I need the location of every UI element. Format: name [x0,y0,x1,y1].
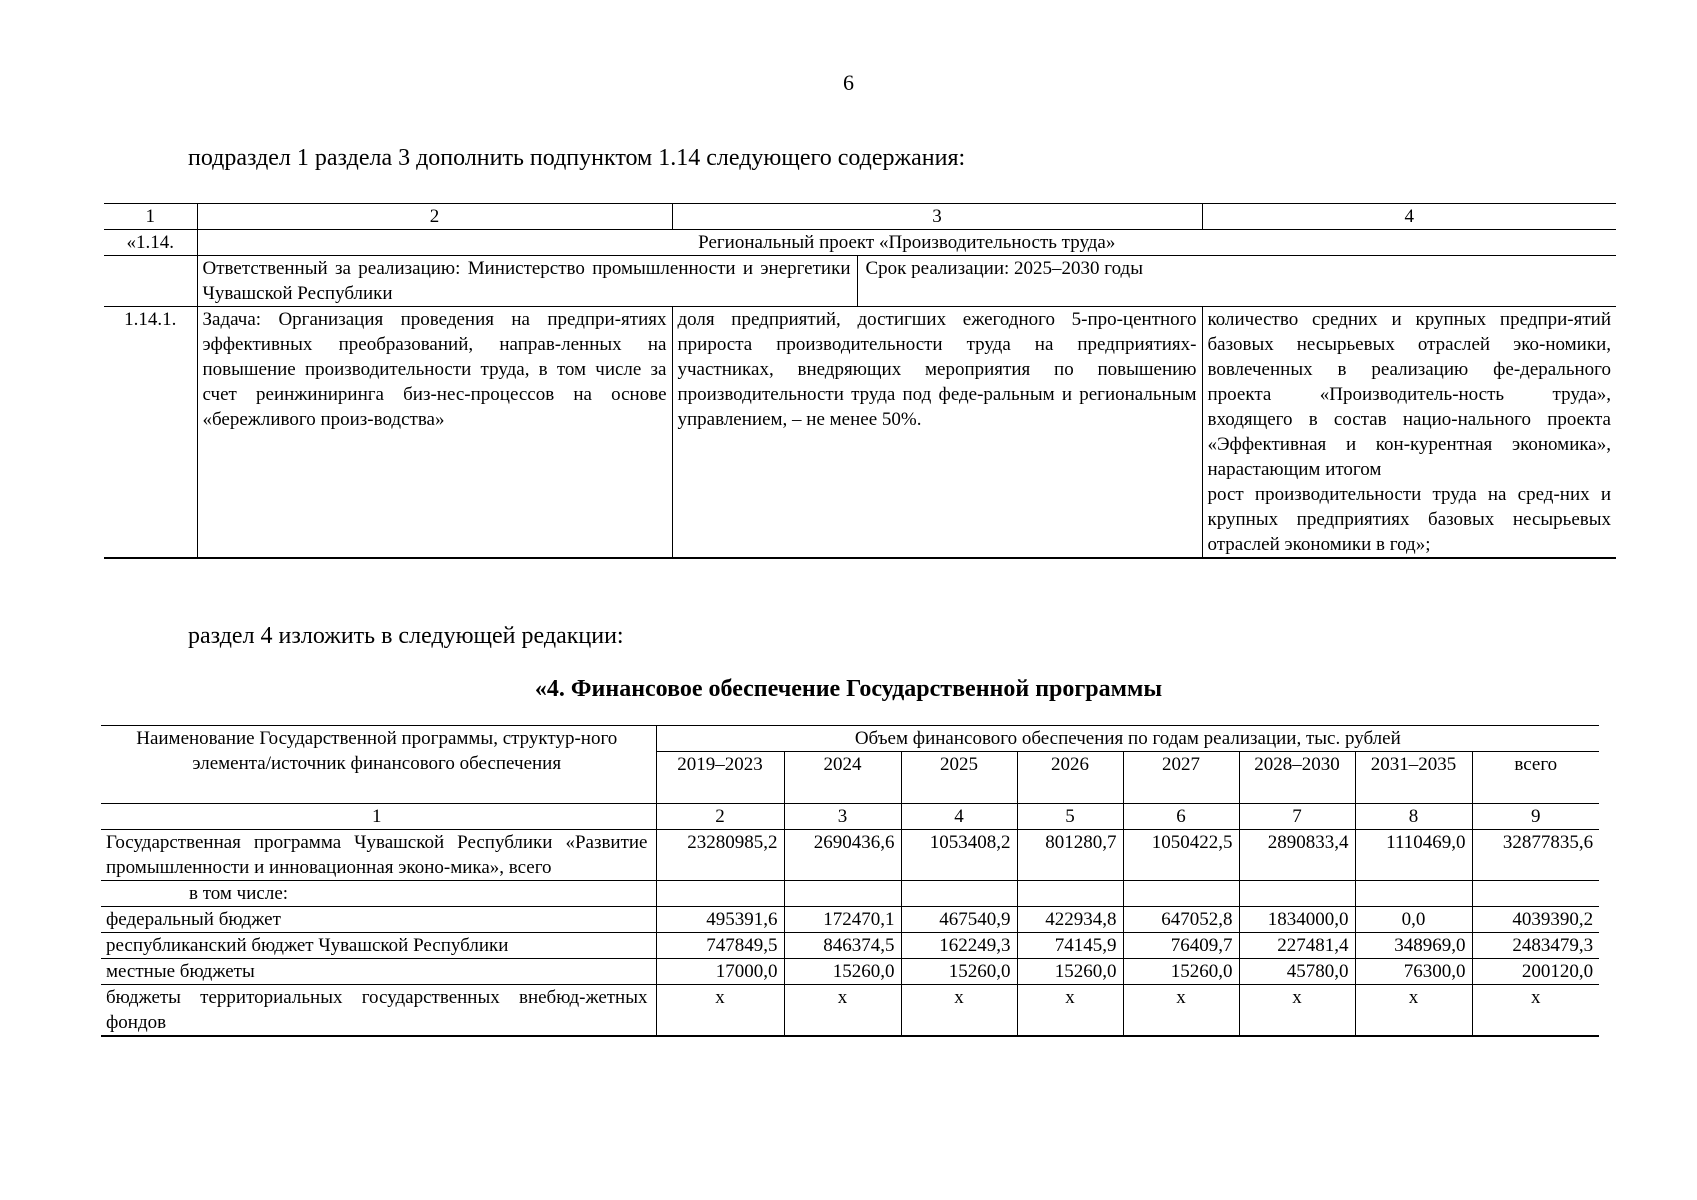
col-number: 4 [1202,204,1616,230]
value-cell: х [1472,985,1599,1037]
period-text: Срок реализации: 2025–2030 годы [865,258,1143,279]
value-cell [784,881,901,907]
value-cell: х [784,985,901,1037]
value-cell: х [1239,985,1355,1037]
value-cell: 1050422,5 [1123,830,1239,881]
col-number: 5 [1017,804,1123,830]
table-row [101,881,1599,907]
value-cell: 76300,0 [1355,959,1472,985]
year-header: 2028–2030 [1239,752,1355,804]
value-cell: 422934,8 [1017,907,1123,933]
value-cell: х [656,985,784,1037]
value-cell: х [1123,985,1239,1037]
financing-table [101,725,1599,1037]
value-cell: 348969,0 [1355,933,1472,959]
value-cell: 200120,0 [1472,959,1599,985]
responsible-cell [197,256,1616,307]
value-cell [1472,881,1599,907]
year-header: 2019–2023 [656,752,784,804]
value-cell: 2483479,3 [1472,933,1599,959]
col-number: 1 [104,204,197,230]
task-text: Задача: Организация проведения на предпри-ятиях эффективных преобразований, направ-ленных на повышение производительности труда, в том числе за счет реинжиниринга биз-нес-процессов на основе «бережливого произ-водства» [197,307,672,559]
value-cell: 846374,5 [784,933,901,959]
section4-heading: «4. Финансовое обеспечение Государственной программы [534,676,1163,702]
value-cell: 32877835,6 [1472,830,1599,881]
value-cell [901,881,1017,907]
value-cell: 76409,7 [1123,933,1239,959]
responsible-text: Ответственный за реализацию: Министерство промышленности и энергетики Чувашской Республики [203,256,858,306]
value-cell: 45780,0 [1239,959,1355,985]
col-number: 7 [1239,804,1355,830]
value-cell: 1053408,2 [901,830,1017,881]
regional-project-table [104,203,1616,559]
indicator-cell [1202,307,1616,559]
row-name: Государственная программа Чувашской Республики «Развитие промышленности и инновационная эконо-мика», всего [101,830,656,881]
value-cell: х [1355,985,1472,1037]
col-number: 2 [197,204,672,230]
value-cell: 4039390,2 [1472,907,1599,933]
value-cell [1355,881,1472,907]
value-cell: 227481,4 [1239,933,1355,959]
value-cell [656,881,784,907]
value-cell: 74145,9 [1017,933,1123,959]
task-row [104,307,1616,559]
value-cell: х [901,985,1017,1037]
value-cell: 647052,8 [1123,907,1239,933]
col-number: 8 [1355,804,1472,830]
value-cell [1017,881,1123,907]
indicator-text-2: рост производительности труда на сред-них и крупных предприятиях базовых несырьевых отраслей экономики в год»; [1207,484,1611,555]
section-row [104,230,1616,256]
col-number: 9 [1472,804,1599,830]
row-name: в том числе: [101,881,656,907]
row-name: республиканский бюджет Чувашской Республики [101,933,656,959]
value-cell: 162249,3 [901,933,1017,959]
table-row [101,959,1599,985]
value-cell: 467540,9 [901,907,1017,933]
column-number-row [101,804,1599,830]
column-number-row [104,204,1616,230]
row-name: бюджеты территориальных государственных внебюд-жетных фондов [106,987,648,1033]
value-cell: 0,0 [1355,907,1472,933]
year-header: 2026 [1017,752,1123,804]
name-header: Наименование Государственной программы, структур-ного элемента/источник финансового обеспечения [101,726,656,804]
year-header: 2024 [784,752,901,804]
value-cell: 747849,5 [656,933,784,959]
year-header: 2031–2035 [1355,752,1472,804]
value-cell: 495391,6 [656,907,784,933]
value-cell: х [1017,985,1123,1037]
value-cell: 2890833,4 [1239,830,1355,881]
section-title: Региональный проект «Производительность труда» [197,230,1616,256]
value-cell: 17000,0 [656,959,784,985]
year-header: всего [1472,752,1599,804]
value-cell [1123,881,1239,907]
table-row [101,830,1599,881]
value-cell: 1834000,0 [1239,907,1355,933]
year-header: 2025 [901,752,1017,804]
header-title-row [101,726,1599,752]
value-cell: 15260,0 [901,959,1017,985]
col-number: 4 [901,804,1017,830]
empty-cell [104,256,197,307]
task-number: 1.14.1. [124,309,177,330]
year-header: 2027 [1123,752,1239,804]
value-cell [1239,881,1355,907]
col-number: 6 [1123,804,1239,830]
table-row [101,907,1599,933]
section4-intro: раздел 4 изложить в следующей редакции: [188,623,624,649]
table-row [101,985,1599,1037]
volume-header: Объем финансового обеспечения по годам реализации, тыс. рублей [656,726,1599,752]
table-row [101,933,1599,959]
intro-paragraph: подраздел 1 раздела 3 дополнить подпунктом 1.14 следующего содержания: [188,145,966,171]
value-cell: 15260,0 [1017,959,1123,985]
page-number: 6 [843,70,854,95]
row-name: федеральный бюджет [101,907,656,933]
value-cell: 15260,0 [784,959,901,985]
col-number: 1 [101,804,656,830]
col-number: 3 [784,804,901,830]
value-cell: 23280985,2 [656,830,784,881]
value-cell: 2690436,6 [784,830,901,881]
indicator-text-1: количество средних и крупных предпри-ятий базовых несырьевых отраслей эко-номики, вовлеченных в реализацию фе-дерального проекта «Производитель-ность труда», входящего в состав нацио-нального проекта «Эффективная и кон-курентная экономика», нарастающим итогом [1207,309,1611,480]
value-cell: 15260,0 [1123,959,1239,985]
col-number: 3 [672,204,1202,230]
responsible-row [104,256,1616,307]
section-number: «1.14. [104,230,197,256]
row-name: местные бюджеты [101,959,656,985]
col-number: 2 [656,804,784,830]
value-cell: 1110469,0 [1355,830,1472,881]
result-text: доля предприятий, достигших ежегодного 5-про-центного прироста производительности труда на предприятиях-участниках, внедряющих мероприятия по повышению производительности труда под феде-ральным и региональным управлением, – не менее 50%. [672,307,1202,559]
value-cell: 172470,1 [784,907,901,933]
value-cell: 801280,7 [1017,830,1123,881]
